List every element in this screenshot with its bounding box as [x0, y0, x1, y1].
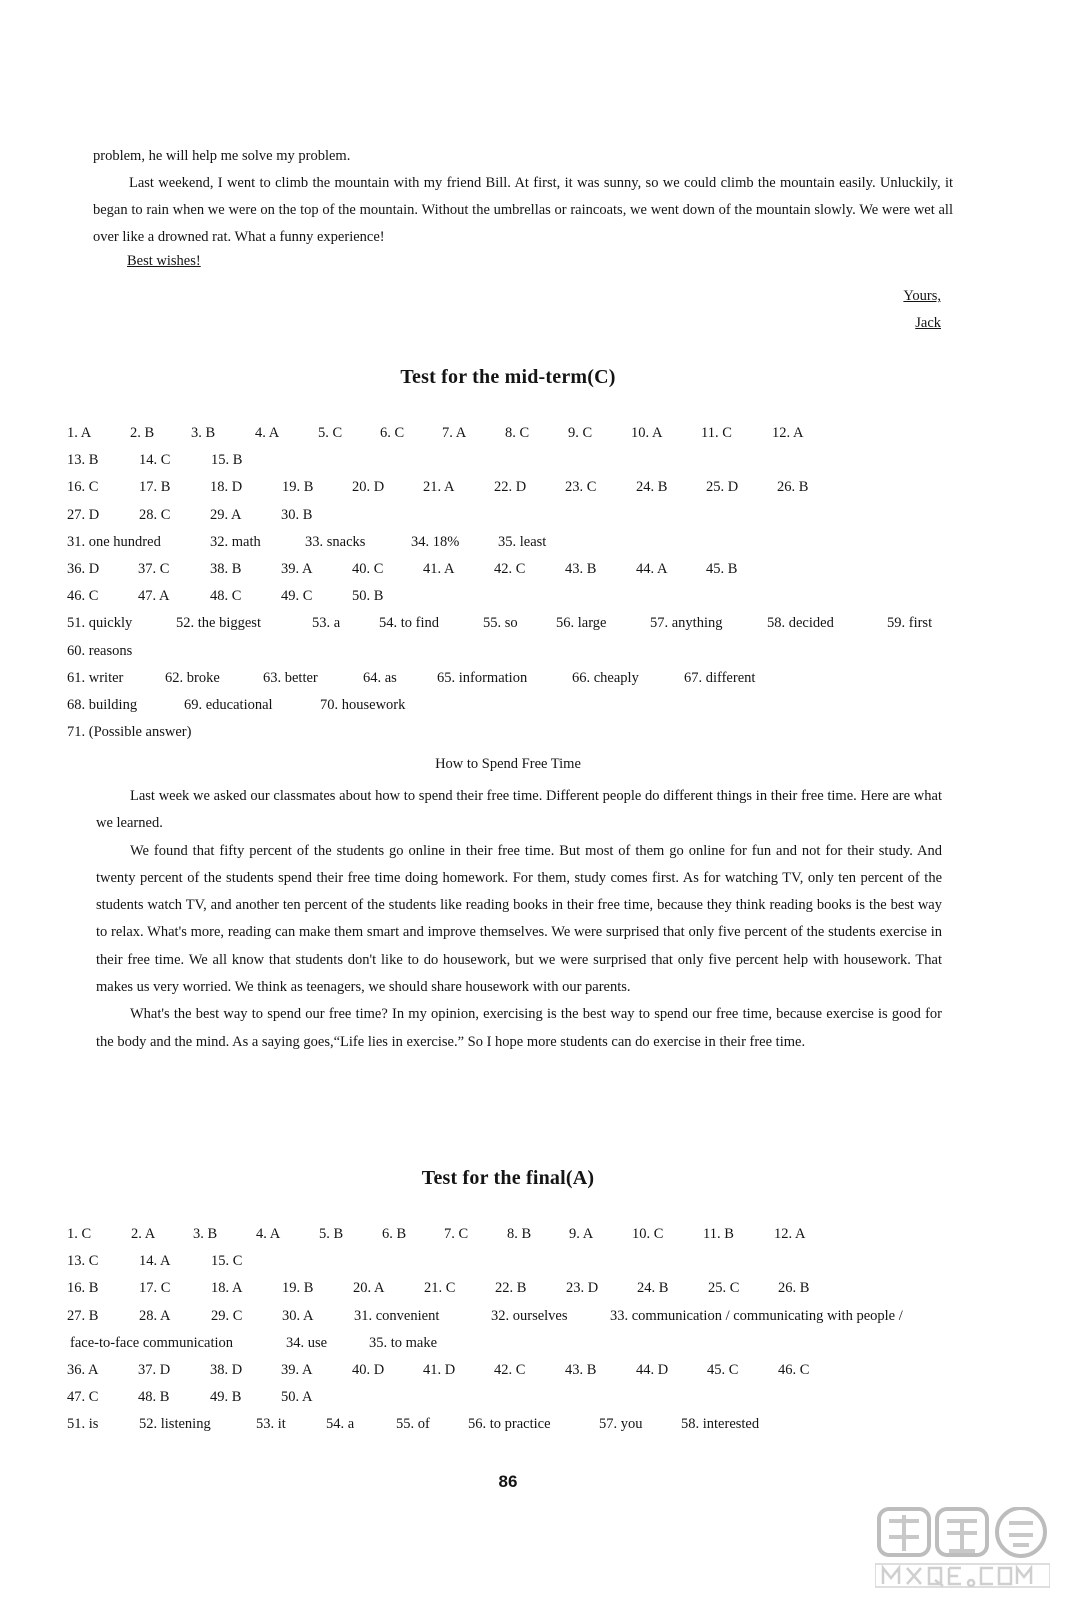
answer-item: 44. D — [636, 1361, 669, 1378]
answer-item: 50. B — [352, 588, 384, 605]
answer-item: 20. A — [353, 1280, 385, 1297]
answer-item: 26. B — [778, 1280, 810, 1297]
answer-item: 54. to find — [379, 615, 440, 632]
answer-item: 14. A — [139, 1253, 171, 1270]
answer-item: 3. B — [193, 1226, 218, 1242]
answer-item: 17. C — [139, 1280, 171, 1297]
answer-item: 68. building — [67, 696, 138, 713]
answer-item: 70. housework — [320, 696, 406, 713]
letter-sign-off: Yours, — [903, 288, 941, 304]
section-title-final: Test for the final(A) — [421, 1167, 595, 1189]
answer-item: 54. a — [326, 1416, 355, 1433]
answer-item: 41. A — [423, 560, 455, 577]
answer-item: 35. least — [498, 533, 547, 550]
answer-row — [67, 1253, 957, 1280]
answer-item: 4. A — [256, 1226, 281, 1242]
answer-item: 27. B — [67, 1307, 99, 1324]
answer-item: 22. D — [494, 479, 527, 496]
answer-item: 52. listening — [139, 1416, 211, 1433]
answer-row — [67, 670, 957, 697]
answer-item: 5. B — [319, 1226, 344, 1242]
answer-item: 41. D — [423, 1361, 456, 1378]
section-title-midterm: Test for the mid-term(C) — [400, 366, 616, 388]
answer-item: 5. C — [318, 425, 343, 441]
answer-item: 53. a — [312, 615, 341, 632]
answer-item: 21. A — [423, 479, 455, 496]
answer-row — [67, 1226, 957, 1253]
answer-row — [67, 588, 957, 615]
answer-item: 28. A — [139, 1307, 171, 1324]
answer-item: 65. information — [437, 669, 528, 686]
answer-item: 15. B — [211, 452, 243, 469]
answer-item: 56. to practice — [468, 1416, 551, 1433]
answer-row — [67, 1280, 957, 1307]
answer-item: 30. A — [282, 1307, 314, 1324]
answer-item: 7. C — [444, 1226, 469, 1242]
answer-item: 45. B — [706, 560, 738, 577]
letter-paragraph: Last weekend, I went to climb the mountain with my friend Bill. At first, it was sunny, so we could climb the mountain easily. Unluckily, it began to rain when we were on the top of the mountain. Without the umbrellas or raincoats, we went down of the mountain slowly. We were wet all over like a drowned rat. What a funny experience! — [93, 175, 953, 245]
answer-row — [67, 697, 957, 724]
answer-item: 69. educational — [184, 696, 273, 713]
answer-row — [67, 1362, 957, 1389]
answer-item: 62. broke — [165, 669, 220, 686]
answer-row — [67, 452, 957, 479]
answer-item: 13. C — [67, 1253, 99, 1270]
answer-row — [67, 1416, 957, 1443]
answer-row — [67, 1335, 957, 1362]
answer-item: 21. C — [424, 1280, 456, 1297]
answer-item: 38. B — [210, 560, 242, 577]
answer-item: face-to-face communication — [70, 1334, 234, 1351]
essay-body — [96, 783, 942, 1056]
answer-item: 19. B — [282, 479, 314, 496]
answer-item: 38. D — [210, 1361, 243, 1378]
answer-item: 33. communication / communicating with people / — [610, 1307, 903, 1324]
answer-item: 9. A — [569, 1226, 594, 1242]
answer-row — [67, 561, 957, 588]
answer-item: 11. B — [703, 1226, 734, 1242]
answer-item: 17. B — [139, 479, 171, 496]
answer-item: 6. C — [380, 425, 405, 441]
answer-item: 9. C — [568, 425, 593, 441]
answer-item: 43. B — [565, 560, 597, 577]
answer-row — [67, 615, 957, 642]
answer-item: 13. B — [67, 452, 99, 469]
answer-item: 10. A — [631, 425, 663, 441]
answer-item: 49. C — [281, 588, 313, 605]
answer-item: 67. different — [684, 669, 756, 686]
watermark-url-mark — [875, 1562, 1050, 1589]
answer-item: 56. large — [556, 615, 607, 632]
essay-paragraph: What's the best way to spend our free time? In my opinion, exercising is the best way to spend our free time, because exercise is good for the body and the mind. As a saying goes,“Life lies in exercise.” So I hope more students can do exercise in their free time. — [96, 1006, 942, 1050]
answer-item: 58. interested — [681, 1416, 760, 1433]
answer-item: 12. A — [774, 1226, 806, 1242]
answer-item: 2. A — [131, 1226, 156, 1242]
letter-closing: Best wishes! — [127, 253, 201, 269]
answer-row — [67, 507, 957, 534]
answer-item: 26. B — [777, 479, 809, 496]
answer-item: 36. A — [67, 1361, 99, 1378]
answer-row — [67, 643, 957, 670]
answer-item: 18. D — [210, 479, 243, 496]
answer-item: 48. C — [210, 588, 242, 605]
answer-item: 31. one hundred — [67, 533, 161, 550]
answer-item: 23. D — [566, 1280, 599, 1297]
answer-item: 10. C — [632, 1226, 664, 1242]
answer-item: 29. C — [211, 1307, 243, 1324]
answer-item: 25. C — [708, 1280, 740, 1297]
answer-item: 24. B — [636, 479, 668, 496]
page-number: 86 — [498, 1472, 518, 1491]
letter-paragraph: problem, he will help me solve my problem. — [93, 148, 351, 164]
answer-item: 14. C — [139, 452, 171, 469]
answer-item: 33. snacks — [305, 533, 366, 550]
watermark-logo-mark — [875, 1507, 1050, 1559]
answer-item: 32. math — [210, 533, 261, 550]
answer-item: 46. C — [778, 1361, 810, 1378]
answer-item: 27. D — [67, 506, 100, 523]
answer-item: 35. to make — [369, 1334, 438, 1351]
answer-item: 47. C — [67, 1389, 99, 1406]
answer-item: 25. D — [706, 479, 739, 496]
answer-item: 51. is — [67, 1416, 99, 1433]
answer-item: 39. A — [281, 1361, 313, 1378]
answer-item: 6. B — [382, 1226, 407, 1242]
answer-item: 44. A — [636, 560, 668, 577]
answer-item: 34. use — [286, 1334, 328, 1351]
answer-item: 8. B — [507, 1226, 532, 1242]
answer-item: 22. B — [495, 1280, 527, 1297]
answer-item: 31. convenient — [354, 1307, 440, 1324]
answer-item: 57. you — [599, 1416, 643, 1433]
answer-item: 39. A — [281, 560, 313, 577]
answer-row — [67, 724, 957, 751]
answer-item: 37. C — [138, 560, 170, 577]
answer-item: 18. A — [211, 1280, 243, 1297]
answer-item: 57. anything — [650, 615, 723, 632]
answer-item: 49. B — [210, 1389, 242, 1406]
answer-item: 37. D — [138, 1361, 171, 1378]
answer-item: 7. A — [442, 425, 467, 441]
answer-item: 61. writer — [67, 669, 124, 686]
answer-item: 32. ourselves — [491, 1307, 568, 1324]
answer-item: 46. C — [67, 588, 99, 605]
letter-signature-name: Jack — [915, 315, 941, 331]
answer-row — [67, 425, 957, 452]
answer-item: 15. C — [211, 1253, 243, 1270]
midterm-answers — [67, 425, 957, 751]
answer-item: 34. 18% — [411, 533, 460, 550]
answer-item: 42. C — [494, 560, 526, 577]
answer-item: 28. C — [139, 506, 171, 523]
answer-item: 48. B — [138, 1389, 170, 1406]
answer-item: 63. better — [263, 669, 318, 686]
answer-item: 43. B — [565, 1361, 597, 1378]
answer-item: 29. A — [210, 506, 242, 523]
answer-item: 19. B — [282, 1280, 314, 1297]
essay-title: How to Spend Free Time — [435, 756, 581, 772]
answer-item: 2. B — [130, 425, 155, 441]
essay-paragraph: Last week we asked our classmates about how to spend their free time. Different people do different things in their free time. Here are what we learned. — [96, 788, 942, 832]
answer-item: 64. as — [363, 669, 397, 686]
answer-item: 3. B — [191, 425, 216, 441]
essay-paragraph: We found that fifty percent of the students go online in their free time. But most of them go online for fun and not for their study. And twenty percent of the students spend their free time doing homework. For them, study comes first. As for watching TV, only ten percent of the students watch TV, and another ten percent of the students like reading books in their free time, because they think reading books is the best way to relax. What's more, reading can make them smart and improve themselves. We were surprised that only five percent of the students exercise in their free time. We all know that students don't like to do housework, but we were surprised that only five percent help with housework. That makes us very worried. We think as teenagers, we should share housework with our parents. — [96, 842, 942, 996]
answer-row — [67, 1389, 957, 1416]
answer-item: 55. of — [396, 1416, 430, 1433]
answer-item: 60. reasons — [67, 642, 133, 659]
answer-item: 16. C — [67, 479, 99, 496]
answer-item: 16. B — [67, 1280, 99, 1297]
answer-item: 42. C — [494, 1361, 526, 1378]
answer-item: 20. D — [352, 479, 385, 496]
answer-item: 47. A — [138, 588, 170, 605]
answer-item: 12. A — [772, 425, 804, 441]
answer-row — [67, 534, 957, 561]
answer-item: 40. C — [352, 560, 384, 577]
answer-item: 59. first — [887, 615, 933, 632]
answer-item: 52. the biggest — [176, 615, 261, 632]
answer-item: 53. it — [256, 1416, 286, 1433]
answer-item: 51. quickly — [67, 615, 133, 632]
answer-item: 24. B — [637, 1280, 669, 1297]
answer-row — [67, 479, 957, 506]
answer-item: 1. A — [67, 425, 92, 441]
answer-item: 8. C — [505, 425, 530, 441]
answer-item: 55. so — [483, 615, 518, 632]
answer-item: 40. D — [352, 1361, 385, 1378]
answer-item: 4. A — [255, 425, 280, 441]
answer-item: 36. D — [67, 560, 100, 577]
watermark-logo — [875, 1507, 1050, 1589]
answer-row — [67, 1308, 957, 1335]
answer-item: 45. C — [707, 1361, 739, 1378]
answer-item: 66. cheaply — [572, 669, 639, 686]
answer-item: 1. C — [67, 1226, 92, 1242]
answer-item: 58. decided — [767, 615, 834, 632]
answer-item: 23. C — [565, 479, 597, 496]
answer-item: 71. (Possible answer) — [67, 724, 192, 741]
letter-body — [93, 143, 953, 251]
answer-item: 11. C — [701, 425, 732, 441]
answer-item: 50. A — [281, 1389, 313, 1406]
answer-item: 30. B — [281, 506, 313, 523]
final-answers — [67, 1226, 957, 1444]
